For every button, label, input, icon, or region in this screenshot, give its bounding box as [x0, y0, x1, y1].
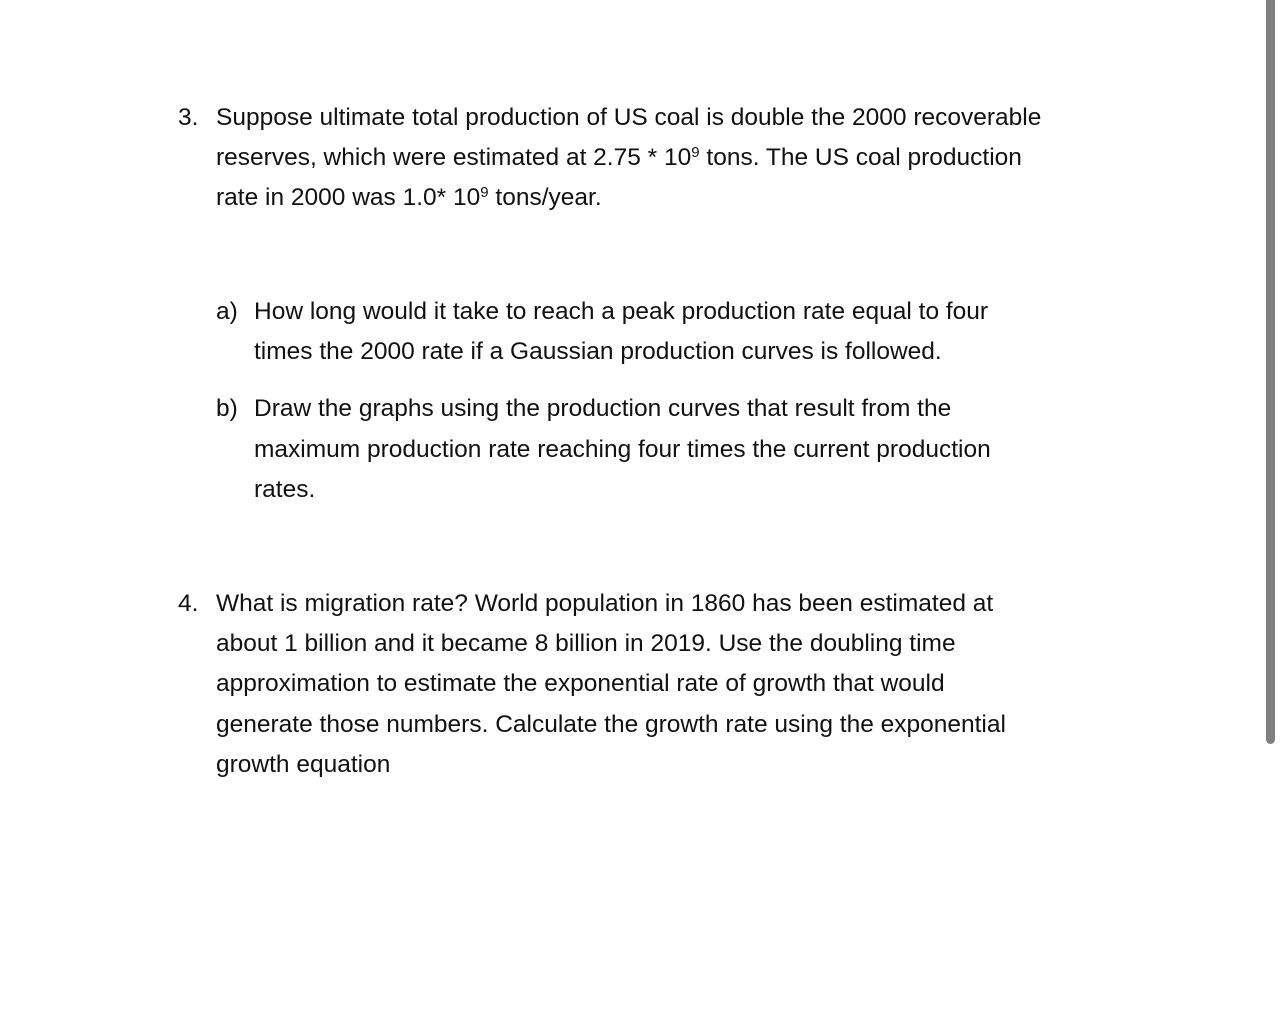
question-text-line: growth equation — [216, 751, 391, 778]
question-text-line — [216, 144, 1022, 172]
part-a-line: How long would it take to reach a peak production rate equal to four — [254, 298, 989, 325]
question-text-line: generate those numbers. Calculate the growth rate using the exponential — [216, 711, 1006, 738]
part-label-b: b) — [216, 395, 238, 422]
question-text-line: What is migration rate? World population in 1860 has been estimated at — [216, 590, 994, 617]
question-text-line — [216, 104, 1041, 132]
part-b-line: maximum production rate reaching four times the current production — [254, 436, 991, 463]
exponent: 9 — [691, 144, 700, 161]
vertical-scrollbar[interactable] — [1266, 0, 1275, 744]
text: Suppose ultimate total production of US coal is double the 2000 recoverable — [216, 104, 1042, 131]
question-number: 3. — [178, 104, 199, 131]
text: reserves, which were estimated at 2.75 * 10 — [216, 144, 692, 171]
part-a-line: times the 2000 rate if a Gaussian production curves is followed. — [254, 338, 942, 365]
part-label-a: a) — [216, 298, 238, 325]
text: tons. The US coal production — [699, 144, 1022, 171]
text: rate in 2000 was 1.0* 10 — [216, 184, 481, 211]
exponent: 9 — [480, 184, 489, 201]
question-text-line: about 1 billion and it became 8 billion in 2019. Use the doubling time — [216, 630, 956, 657]
part-b-line: Draw the graphs using the production curves that result from the — [254, 395, 952, 422]
question-text-line — [216, 184, 602, 212]
question-number: 4. — [178, 590, 199, 617]
text: tons/year. — [488, 184, 602, 211]
part-b-line: rates. — [254, 476, 316, 503]
question-text-line: approximation to estimate the exponential rate of growth that would — [216, 670, 945, 697]
